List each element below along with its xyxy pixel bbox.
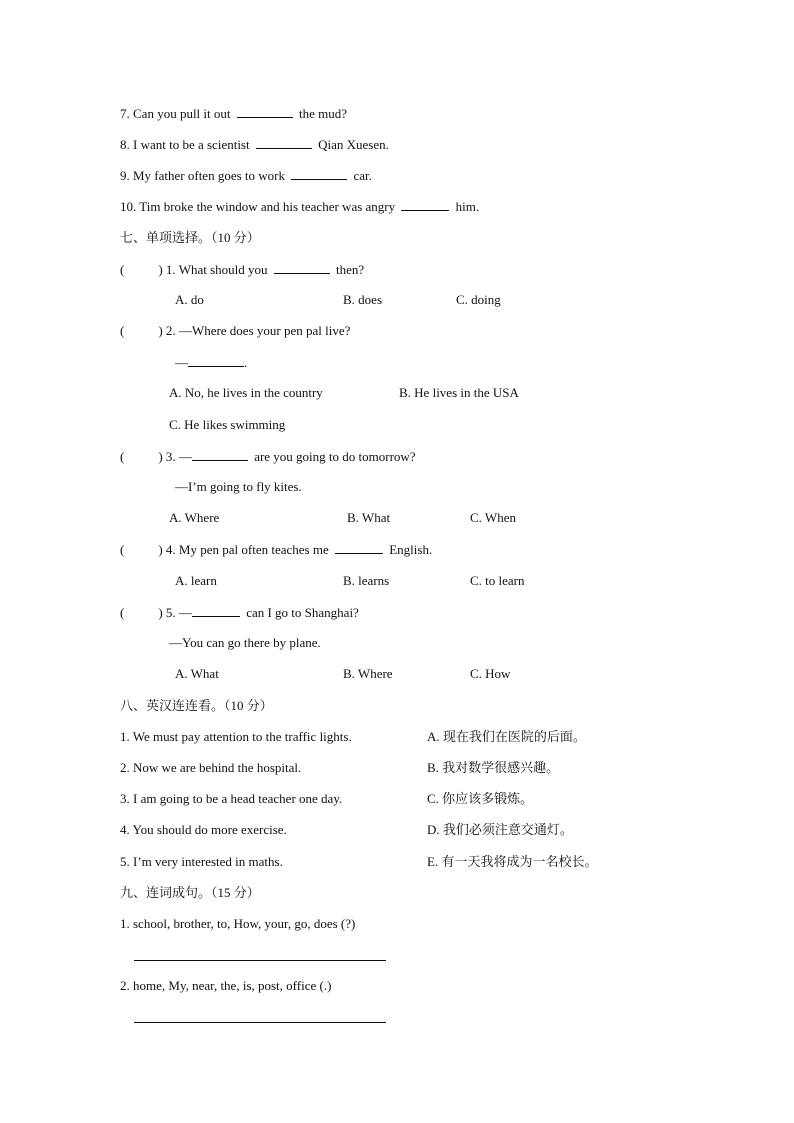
mc-question-2: ( ) 2. —Where does your pen pal live? bbox=[120, 323, 351, 338]
option-a: A. learn bbox=[175, 573, 217, 588]
fill-item-8: 8. I want to be a scientist Qian Xuesen. bbox=[120, 137, 389, 152]
match-left-1[interactable]: 1. We must pay attention to the traffic lights. bbox=[120, 729, 352, 744]
reorder-question-2: 2. home, My, near, the, is, post, office (.) bbox=[120, 978, 332, 993]
answer-blank[interactable] bbox=[256, 136, 312, 149]
match-right-d[interactable]: D. 我们必须注意交通灯。 bbox=[427, 822, 573, 837]
answer-blank[interactable] bbox=[291, 167, 347, 180]
option-a: A. What bbox=[175, 666, 219, 681]
mc-question-4: ( ) 4. My pen pal often teaches me English. bbox=[120, 542, 433, 557]
match-left-4[interactable]: 4. You should do more exercise. bbox=[120, 822, 287, 837]
answer-blank bbox=[192, 604, 240, 617]
answer-blank bbox=[274, 261, 330, 274]
mc-question-1: ( ) 1. What should you then? bbox=[120, 262, 365, 277]
option-a: A. No, he lives in the country bbox=[169, 385, 323, 400]
mc-question-5-reply: —You can go there by plane. bbox=[169, 635, 321, 650]
mc-question-3-reply: —I’m going to fly kites. bbox=[175, 479, 302, 494]
option-c: C. He likes swimming bbox=[169, 417, 286, 432]
match-left-5[interactable]: 5. I’m very interested in maths. bbox=[120, 854, 283, 869]
section-8-title: 八、英汉连连看。（10 分） bbox=[120, 698, 273, 713]
answer-blank bbox=[335, 541, 383, 554]
section-7-title: 七、单项选择。（10 分） bbox=[120, 230, 260, 245]
mc-question-3: ( ) 3. — are you going to do tomorrow? bbox=[120, 449, 416, 464]
answer-blank[interactable] bbox=[237, 105, 293, 118]
answer-blank bbox=[188, 354, 244, 367]
match-left-3[interactable]: 3. I am going to be a head teacher one day. bbox=[120, 791, 343, 806]
option-a: A. Where bbox=[169, 510, 220, 525]
option-c: C. How bbox=[470, 666, 511, 681]
answer-blank bbox=[192, 448, 248, 461]
match-right-a[interactable]: A. 现在我们在医院的后面。 bbox=[427, 729, 586, 744]
mc-question-5: ( ) 5. — can I go to Shanghai? bbox=[120, 605, 359, 620]
answer-line-2[interactable] bbox=[134, 1022, 386, 1023]
answer-line-1[interactable] bbox=[134, 960, 386, 961]
option-c: C. doing bbox=[456, 292, 501, 307]
option-b: B. does bbox=[343, 292, 382, 307]
answer-blank[interactable] bbox=[401, 198, 449, 211]
option-b: B. What bbox=[347, 510, 391, 525]
option-c: C. to learn bbox=[470, 573, 525, 588]
option-b: B. He lives in the USA bbox=[399, 385, 519, 400]
fill-item-7: 7. Can you pull it out the mud? bbox=[120, 106, 348, 121]
match-right-c[interactable]: C. 你应该多锻炼。 bbox=[427, 791, 534, 806]
fill-item-9: 9. My father often goes to work car. bbox=[120, 168, 372, 183]
option-c: C. When bbox=[470, 510, 516, 525]
reorder-question-1: 1. school, brother, to, How, your, go, does (?) bbox=[120, 916, 356, 931]
fill-item-10: 10. Tim broke the window and his teacher was angry him. bbox=[120, 199, 480, 214]
option-b: B. Where bbox=[343, 666, 393, 681]
match-right-b[interactable]: B. 我对数学很感兴趣。 bbox=[427, 760, 560, 775]
section-9-title: 九、连词成句。（15 分） bbox=[120, 885, 260, 900]
option-a: A. do bbox=[175, 292, 204, 307]
match-right-e[interactable]: E. 有一天我将成为一名校长。 bbox=[427, 854, 598, 869]
mc-question-2-reply: — . bbox=[175, 355, 248, 370]
option-b: B. learns bbox=[343, 573, 390, 588]
match-left-2[interactable]: 2. Now we are behind the hospital. bbox=[120, 760, 302, 775]
